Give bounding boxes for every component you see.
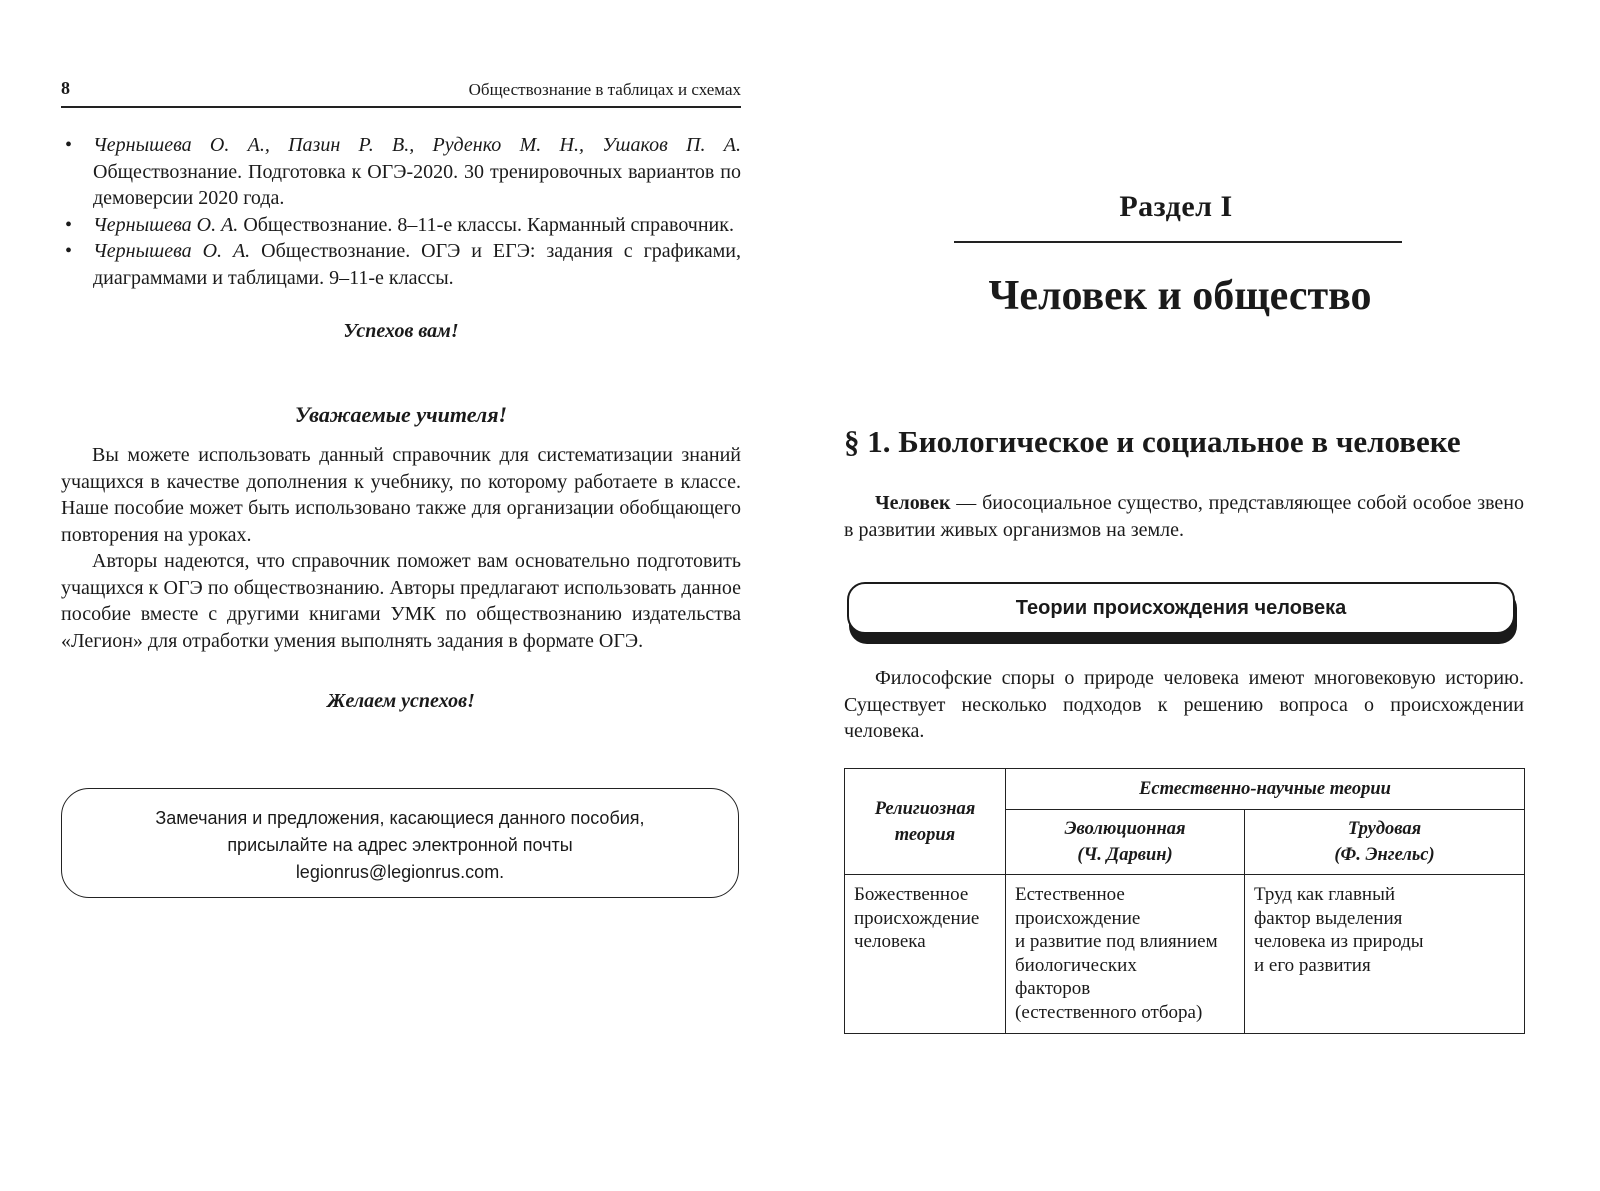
header-labour: Трудовая (Ф. Энгельс) (1245, 810, 1525, 875)
section-divider (954, 241, 1402, 243)
cell-labour: Труд как главный фактор выделения человека из природы и его развития (1245, 875, 1525, 1034)
section-title: Человек и общество (988, 273, 1372, 319)
header-religious: Религиозная теория (845, 769, 1006, 875)
theories-frame-title: Теории происхождения человека (847, 582, 1515, 634)
cell-evolution: Естественное происхождение и развитие под влиянием биологических факторов (естественного отбора) (1006, 875, 1245, 1034)
reference-list (61, 132, 741, 291)
reference-item: • Чернышева О. А. Обществознание. ОГЭ и ЕГЭ: задания с графиками, диаграммами и таблицами. 9–11-е классы. (65, 240, 741, 289)
notice-line: Замечания и предложения, касающиеся данного пособия, (155, 808, 645, 828)
section-label: Раздел I (1119, 190, 1233, 223)
teachers-paragraph: Вы можете использовать данный справочник для систематизации знаний учащихся в качестве дополнения к учебнику, по которому работаете в классе. Наше пособие может быть использовано также для организации обобщающего повторения на уроках. (61, 444, 741, 546)
running-header (61, 76, 741, 108)
header-natural-science: Естественно-научные теории (1006, 769, 1525, 810)
intro-paragraph: Философские споры о природе человека имеют многовековую историю. Существует несколько подходов к решению вопроса о происхождении человека. (844, 667, 1524, 742)
cell-religious: Божественное происхождение человека (845, 875, 1006, 1034)
wish-teachers: Желаем успехов! (327, 690, 475, 712)
notice-line: присылайте на адрес электронной почты (227, 835, 573, 855)
theories-table (844, 768, 1525, 1034)
feedback-notice-box (61, 788, 739, 898)
definition-text: — биосоциальное существо, представляющее собой особое звено в развитии живых организмов на земле. (844, 492, 1524, 541)
page-number: 8 (61, 78, 70, 98)
header-evolution: Эволюционная (Ч. Дарвин) (1006, 810, 1245, 875)
teachers-body (61, 442, 741, 654)
notice-email: legionrus@legionrus.com. (295, 862, 505, 882)
table-row (845, 875, 1525, 1034)
reference-item: • Чернышева О. А., Пазин Р. В., Руденко М. Н., Ушаков П. А. Обществознание. Подготовка к ОГЭ-2020. 30 тренировочных вариантов по демоверсии 2020 года. (65, 134, 741, 209)
wish-students: Успехов вам! (343, 320, 459, 342)
right-page (800, 0, 1600, 1191)
definition-term: Человек (875, 492, 951, 514)
definition (844, 490, 1524, 543)
teachers-paragraph: Авторы надеются, что справочник поможет вам основательно подготовить учащихся к ОГЭ по обществознанию. Авторы предлагают использовать данное пособие вместе с другими книгами УМК по обществознанию издательства «Легион» для отработки умения выполнять задания в формате ОГЭ. (61, 550, 741, 652)
paragraph-heading: § 1. Биологическое и социальное в человеке (844, 424, 1461, 459)
teachers-heading: Уважаемые учителя! (294, 402, 508, 427)
running-title: Обществознание в таблицах и схемах (468, 80, 741, 99)
reference-item: • Чернышева О. А. Обществознание. 8–11-е классы. Карманный справочник. (65, 213, 734, 236)
